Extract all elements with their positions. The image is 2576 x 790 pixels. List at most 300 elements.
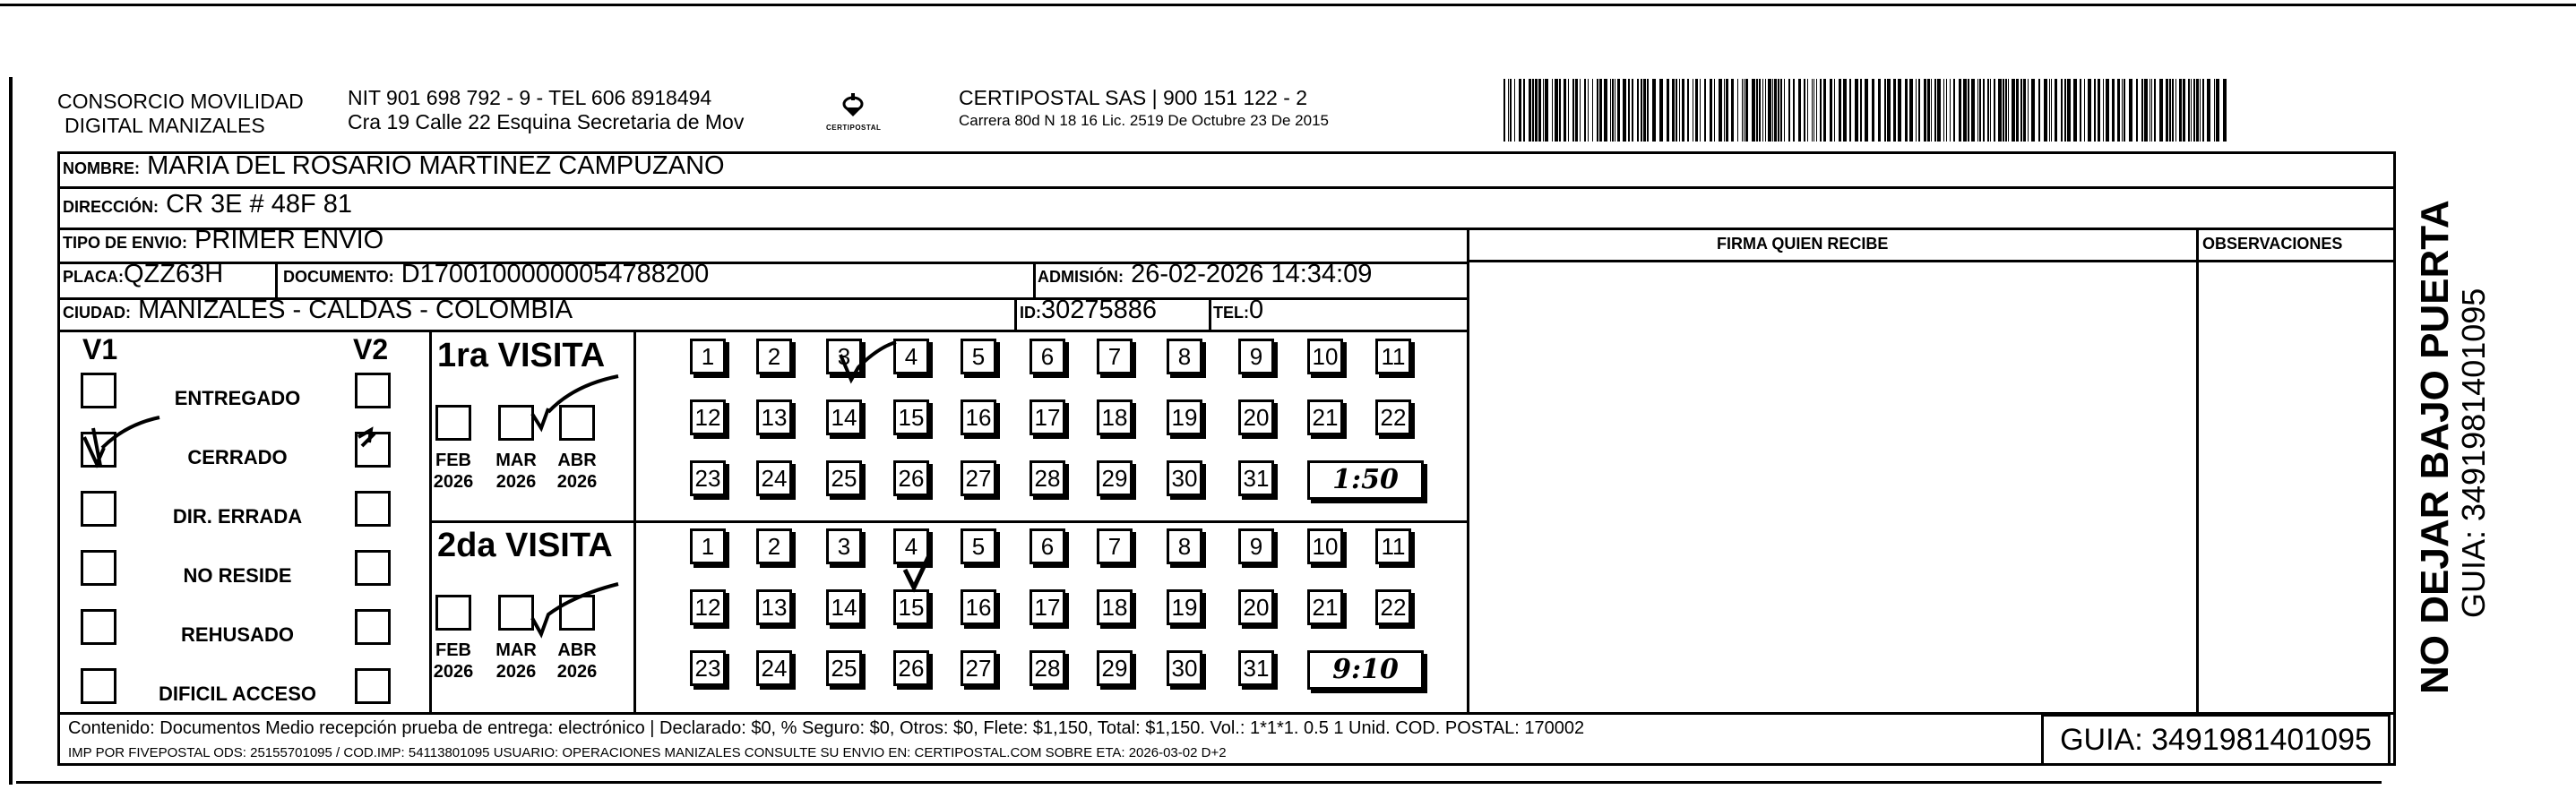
barcode-bar: [1979, 79, 1981, 142]
barcode-bar: [1726, 79, 1728, 142]
day-box[interactable]: 9: [1238, 528, 1274, 564]
day-box[interactable]: 10: [1307, 528, 1343, 564]
barcode-bar: [2144, 79, 2148, 142]
month-label: FEB: [435, 451, 471, 470]
barcode-bar: [1667, 79, 1669, 142]
visit-2-title: 2da VISITA: [437, 527, 613, 564]
barcode-bar: [2103, 79, 2104, 142]
barcode-bar: [1719, 79, 1722, 142]
barcode-bar: [1529, 79, 1531, 142]
v2-status-checkbox[interactable]: [355, 491, 391, 527]
day-box[interactable]: 1: [690, 528, 726, 564]
nit-line-2: Cra 19 Calle 22 Esquina Secretaria de Mov: [348, 110, 745, 133]
visit-1-title: 1ra VISITA: [437, 337, 606, 374]
barcode-bar: [2051, 79, 2052, 142]
guia-box: GUIA: 3491981401095: [2041, 714, 2391, 766]
day-box[interactable]: 11: [1375, 528, 1411, 564]
barcode-bar: [1918, 79, 1920, 142]
barcode-bar: [1744, 79, 1745, 142]
barcode-bar: [1987, 79, 1989, 142]
certipostal-logo-icon: [826, 86, 880, 140]
v2-status-checkbox[interactable]: [355, 432, 391, 468]
barcode-bar: [1898, 79, 1901, 142]
day-box[interactable]: 26: [893, 460, 929, 496]
barcode-bar: [1887, 79, 1891, 142]
month-checkbox[interactable]: [559, 595, 595, 631]
v2-status-checkbox[interactable]: [355, 609, 391, 645]
barcode-bar: [1659, 79, 1663, 142]
year-label: 2026: [433, 472, 474, 492]
barcode-bar: [1652, 79, 1656, 142]
day-box[interactable]: 14: [826, 399, 862, 435]
barcode-bar: [1762, 79, 1763, 142]
cell-divider: [275, 262, 278, 297]
barcode-bar: [1793, 79, 1795, 142]
barcode-bar: [1849, 79, 1851, 142]
barcode-bar: [1804, 79, 1805, 142]
direccion-value: CR 3E # 48F 81: [166, 190, 353, 219]
barcode-bar: [1555, 79, 1558, 142]
barcode-bar: [2049, 79, 2050, 142]
tel-value: 0: [1249, 296, 1264, 324]
barcode-bar: [2191, 79, 2192, 142]
company-name: [57, 90, 304, 138]
barcode-bar: [2012, 79, 2015, 142]
barcode-bar: [2179, 79, 2182, 142]
day-box[interactable]: 5: [961, 339, 996, 374]
id-field: [1020, 296, 1157, 327]
day-box[interactable]: 19: [1167, 589, 1202, 625]
visit-divider: [429, 520, 1467, 523]
nit-line-1: NIT 901 698 792 - 9 - TEL 606 8918494: [348, 86, 712, 109]
barcode-bar: [1884, 79, 1886, 142]
day-box[interactable]: 13: [756, 399, 792, 435]
ciudad-label: CIUDAD:: [63, 304, 131, 322]
barcode-bar: [1830, 79, 1832, 142]
barcode-bar: [1745, 79, 1748, 142]
barcode-bar: [2214, 79, 2215, 142]
tel-label: TEL:: [1213, 304, 1249, 322]
day-box[interactable]: 7: [1097, 528, 1133, 564]
barcode-bar: [1963, 79, 1967, 142]
company-line-2: DIGITAL MANIZALES: [65, 114, 265, 137]
day-box[interactable]: 27: [961, 650, 996, 686]
barcode-bar: [2200, 79, 2201, 142]
v1-status-checkbox[interactable]: [81, 609, 116, 645]
nombre-value: MARIA DEL ROSARIO MARTINEZ CAMPUZANO: [147, 151, 725, 180]
barcode-bar: [1682, 79, 1684, 142]
ciudad-field: [63, 296, 573, 327]
barcode-bar: [1710, 79, 1712, 142]
barcode-bar: [2038, 79, 2040, 142]
year-label: 2026: [556, 662, 598, 682]
barcode-bar: [1893, 79, 1896, 142]
day-box[interactable]: 2: [756, 528, 792, 564]
barcode-bar: [1564, 79, 1566, 142]
visit-time-box[interactable]: 1:50: [1307, 460, 1424, 500]
barcode-bar: [2136, 79, 2138, 142]
day-box[interactable]: 30: [1167, 650, 1202, 686]
day-box[interactable]: 29: [1097, 650, 1133, 686]
v2-status-checkbox[interactable]: [355, 668, 391, 704]
day-box[interactable]: 21: [1307, 399, 1343, 435]
month-label: ABR: [557, 640, 597, 660]
day-box[interactable]: 23: [690, 650, 726, 686]
certipostal-logo: [826, 86, 880, 140]
barcode-bar: [1778, 79, 1779, 142]
barcode-bar: [1772, 79, 1773, 142]
footer-content-line: Contenido: Documentos Medio recepción prueba de entrega: electrónico | Declarado: $0, % Seguro: $0, Otros: $0, Flete: $1,150, Total: $1,150. Vol.: 1*1*1. 0.5 1 Unid. COD. POSTAL: 170002: [68, 718, 1585, 738]
barcode-bar: [2151, 79, 2152, 142]
firma-col-divider: [1467, 228, 1469, 712]
barcode-bar: [2193, 79, 2195, 142]
visit-time-box[interactable]: 9:10: [1307, 650, 1424, 690]
day-box[interactable]: 8: [1167, 339, 1202, 374]
barcode-bar: [1998, 79, 2002, 142]
direccion-label: DIRECCIÓN:: [63, 198, 159, 216]
day-box[interactable]: 15: [893, 399, 929, 435]
barcode-bar: [1714, 79, 1715, 142]
barcode-bar: [1909, 79, 1913, 142]
barcode-bar: [2169, 79, 2171, 142]
barcode-bar: [1742, 79, 1743, 142]
status-label: NO RESIDE: [183, 564, 292, 587]
day-box[interactable]: 24: [756, 650, 792, 686]
admision-value: 26-02-2026 14:34:09: [1131, 260, 1373, 288]
barcode-bar: [2003, 79, 2004, 142]
barcode-bar: [1672, 79, 1675, 142]
barcode-bar: [1937, 79, 1941, 142]
day-box[interactable]: 6: [1030, 339, 1065, 374]
barcode-bar: [2098, 79, 2100, 142]
barcode-bar: [1617, 79, 1620, 142]
status-label: REHUSADO: [181, 623, 294, 646]
barcode-bar: [1756, 79, 1758, 142]
id-label: ID:: [1020, 304, 1041, 322]
day-box[interactable]: 16: [961, 589, 996, 625]
barcode-bar: [2088, 79, 2091, 142]
barcode-bar: [1855, 79, 1858, 142]
firma-header: FIRMA QUIEN RECIBE: [1717, 235, 1889, 253]
v1-status-checkbox[interactable]: [81, 432, 116, 468]
day-box[interactable]: 20: [1238, 399, 1274, 435]
barcode-bar: [2106, 79, 2109, 142]
barcode-bar: [1508, 79, 1509, 142]
day-box[interactable]: 7: [1097, 339, 1133, 374]
barcode-bar: [2084, 79, 2085, 142]
nombre-field: [63, 151, 725, 183]
day-box[interactable]: 8: [1167, 528, 1202, 564]
day-box[interactable]: 10: [1307, 339, 1343, 374]
barcode-bar: [1700, 79, 1701, 142]
barcode-bar: [1523, 79, 1525, 142]
barcode-bar: [1514, 79, 1515, 142]
barcode-bar: [1519, 79, 1521, 142]
month-label: MAR: [495, 451, 537, 470]
logo-text: CERTIPOSTAL: [826, 124, 882, 132]
barcode-bar: [1604, 79, 1607, 142]
day-box[interactable]: 25: [826, 650, 862, 686]
row-divider: [60, 330, 1467, 332]
barcode-bar: [1543, 79, 1544, 142]
barcode-bar: [1812, 79, 1813, 142]
day-box[interactable]: 29: [1097, 460, 1133, 496]
obs-col-divider: [2196, 228, 2199, 712]
month-checkbox[interactable]: [435, 405, 471, 441]
day-box[interactable]: 28: [1030, 650, 1065, 686]
barcode-bar: [2016, 79, 2019, 142]
certi-line-2: Carrera 80d N 18 16 Lic. 2519 De Octubre 23 De 2015: [959, 112, 1329, 129]
day-box[interactable]: 13: [756, 589, 792, 625]
cell-divider: [1209, 297, 1211, 330]
day-box[interactable]: 20: [1238, 589, 1274, 625]
barcode-bar: [1950, 79, 1951, 142]
barcode-bar: [2196, 79, 2199, 142]
barcode: [1503, 79, 2229, 142]
year-label: 2026: [433, 662, 474, 682]
day-box[interactable]: 3: [826, 339, 862, 374]
v2-status-checkbox[interactable]: [355, 550, 391, 586]
barcode-bar: [2117, 79, 2120, 142]
barcode-bar: [1679, 79, 1680, 142]
barcode-bar: [1878, 79, 1881, 142]
barcode-bar: [1865, 79, 1868, 142]
month-label: FEB: [435, 640, 471, 660]
day-box[interactable]: 15: [893, 589, 929, 625]
barcode-bar: [2166, 79, 2168, 142]
day-box[interactable]: 5: [961, 528, 996, 564]
tel-field: [1213, 296, 1263, 327]
barcode-bar: [1612, 79, 1614, 142]
ciudad-value: MANIZALES - CALDAS - COLOMBIA: [138, 296, 573, 324]
barcode-bar: [1532, 79, 1534, 142]
day-box[interactable]: 18: [1097, 399, 1133, 435]
barcode-bar: [1788, 79, 1790, 142]
day-box[interactable]: 31: [1238, 460, 1274, 496]
day-box[interactable]: 19: [1167, 399, 1202, 435]
barcode-bar: [1953, 79, 1955, 142]
barcode-bar: [1597, 79, 1598, 142]
status-label: DIFICIL ACCESO: [158, 683, 316, 705]
nit-block: [348, 86, 744, 134]
month-label: ABR: [557, 451, 597, 470]
barcode-bar: [2044, 79, 2047, 142]
barcode-bar: [1798, 79, 1801, 142]
barcode-bar: [2207, 79, 2210, 142]
barcode-bar: [1780, 79, 1782, 142]
certi-line-1: CERTIPOSTAL SAS | 900 151 122 - 2: [959, 86, 1308, 109]
tipo-envio-label: TIPO DE ENVIO:: [63, 234, 188, 252]
barcode-bar: [2067, 79, 2071, 142]
month-label: MAR: [495, 640, 537, 660]
month-checkbox[interactable]: [498, 405, 534, 441]
barcode-bar: [1552, 79, 1553, 142]
barcode-bar: [1731, 79, 1734, 142]
documento-field: [283, 260, 709, 291]
observaciones-header: OBSERVACIONES: [2202, 235, 2343, 253]
barcode-bar: [1820, 79, 1822, 142]
day-box[interactable]: 2: [756, 339, 792, 374]
barcode-bar: [1905, 79, 1908, 142]
year-label: 2026: [556, 472, 598, 492]
day-box[interactable]: 28: [1030, 460, 1065, 496]
barcode-bar: [2055, 79, 2057, 142]
year-label: 2026: [495, 662, 537, 682]
day-box[interactable]: 11: [1375, 339, 1411, 374]
barcode-bar: [1510, 79, 1512, 142]
tipo-envio-field: [63, 226, 383, 257]
barcode-bar: [1834, 79, 1835, 142]
day-box[interactable]: 23: [690, 460, 726, 496]
v1-status-checkbox[interactable]: [81, 668, 116, 704]
barcode-bar: [1737, 79, 1738, 142]
barcode-bar: [2061, 79, 2063, 142]
barcode-bar: [1584, 79, 1586, 142]
barcode-bar: [1971, 79, 1975, 142]
barcode-bar: [2159, 79, 2163, 142]
barcode-bar: [1759, 79, 1761, 142]
barcode-bar: [1839, 79, 1841, 142]
side-guia: GUIA: 3491981401095: [2455, 288, 2492, 618]
barcode-bar: [1704, 79, 1706, 142]
barcode-bar: [1641, 79, 1642, 142]
day-box[interactable]: 26: [893, 650, 929, 686]
direccion-field: [63, 190, 352, 221]
barcode-bar: [1943, 79, 1944, 142]
day-box[interactable]: 14: [826, 589, 862, 625]
barcode-bar: [2094, 79, 2096, 142]
day-box[interactable]: 31: [1238, 650, 1274, 686]
day-box[interactable]: 24: [756, 460, 792, 496]
barcode-bar: [2183, 79, 2185, 142]
barcode-bar: [2028, 79, 2029, 142]
day-box[interactable]: 22: [1375, 589, 1411, 625]
barcode-bar: [1931, 79, 1932, 142]
day-box[interactable]: 12: [690, 399, 726, 435]
v1-header: V1: [82, 333, 118, 365]
day-box[interactable]: 4: [893, 339, 929, 374]
barcode-bar: [2073, 79, 2077, 142]
day-box[interactable]: 22: [1375, 399, 1411, 435]
barcode-bar: [1599, 79, 1602, 142]
month-checkbox[interactable]: [435, 595, 471, 631]
barcode-bar: [1575, 79, 1578, 142]
v2-header: V2: [353, 333, 389, 365]
barcode-bar: [1765, 79, 1766, 142]
barcode-bar: [2202, 79, 2204, 142]
day-box[interactable]: 12: [690, 589, 726, 625]
year-label: 2026: [495, 472, 537, 492]
frame-top-line: [0, 4, 2576, 6]
barcode-bar: [1990, 79, 1991, 142]
barcode-bar: [2141, 79, 2143, 142]
documento-value: D17001000000054788200: [401, 260, 710, 288]
barcode-bar: [1580, 79, 1581, 142]
id-value: 30275886: [1041, 296, 1158, 324]
side-notice: NO DEJAR BAJO PUERTA: [2413, 200, 2457, 694]
admision-field: [1038, 260, 1372, 291]
barcode-bar: [2080, 79, 2081, 142]
barcode-bar: [1647, 79, 1649, 142]
barcode-bar: [1592, 79, 1593, 142]
day-box[interactable]: 30: [1167, 460, 1202, 496]
barcode-bar: [2064, 79, 2066, 142]
barcode-bar: [1572, 79, 1574, 142]
month-checkbox[interactable]: [559, 405, 595, 441]
barcode-bar: [1637, 79, 1639, 142]
barcode-bar: [1643, 79, 1646, 142]
day-box[interactable]: 27: [961, 460, 996, 496]
day-box[interactable]: 6: [1030, 528, 1065, 564]
v1-status-checkbox[interactable]: [81, 491, 116, 527]
footer-imp-line: IMP POR FIVEPOSTAL ODS: 25155701095 / COD.IMP: 54113801095 USUARIO: OPERACIONES MANIZALES CONSULTE SU ENVIO EN: CERTIPOSTAL.COM SOBRE ETA: 2026-03-02 D+2: [68, 745, 1227, 760]
tipo-envio-value: PRIMER ENVIO: [194, 226, 384, 254]
company-line-1: CONSORCIO MOVILIDAD: [57, 90, 304, 113]
documento-label: DOCUMENTO:: [283, 268, 394, 286]
barcode-bar: [1628, 79, 1630, 142]
v1-status-checkbox[interactable]: [81, 373, 116, 408]
day-box[interactable]: 18: [1097, 589, 1133, 625]
barcode-bar: [2216, 79, 2219, 142]
day-box[interactable]: 1: [690, 339, 726, 374]
barcode-bar: [1994, 79, 1995, 142]
barcode-bar: [1503, 79, 1505, 142]
placa-value: QZZ63H: [124, 260, 224, 288]
day-box[interactable]: 17: [1030, 399, 1065, 435]
barcode-bar: [1872, 79, 1874, 142]
barcode-bar: [2124, 79, 2125, 142]
barcode-bar: [2008, 79, 2009, 142]
barcode-bar: [2223, 79, 2227, 142]
barcode-bar: [1588, 79, 1589, 142]
frame-left-line: [9, 77, 13, 785]
status-label: ENTREGADO: [174, 387, 301, 409]
barcode-bar: [1977, 79, 1978, 142]
barcode-bar: [1927, 79, 1930, 142]
barcode-bar: [2154, 79, 2156, 142]
barcode-bar: [2031, 79, 2035, 142]
day-box[interactable]: 9: [1238, 339, 1274, 374]
day-box[interactable]: 17: [1030, 589, 1065, 625]
admision-label: ADMISIÓN:: [1038, 268, 1124, 286]
barcode-bar: [1687, 79, 1689, 142]
v2-status-checkbox[interactable]: [355, 373, 391, 408]
day-box[interactable]: 3: [826, 528, 862, 564]
barcode-bar: [2175, 79, 2176, 142]
barcode-bar: [1676, 79, 1677, 142]
barcode-bar: [1768, 79, 1771, 142]
status-label: CERRADO: [187, 446, 288, 468]
barcode-bar: [1784, 79, 1785, 142]
barcode-bar: [1816, 79, 1817, 142]
barcode-bar: [2023, 79, 2026, 142]
barcode-bar: [1823, 79, 1826, 142]
cell-divider: [1033, 262, 1036, 297]
month-checkbox[interactable]: [498, 595, 534, 631]
barcode-bar: [1752, 79, 1755, 142]
barcode-bar: [1946, 79, 1947, 142]
day-box[interactable]: 16: [961, 399, 996, 435]
barcode-bar: [1860, 79, 1862, 142]
day-box[interactable]: 21: [1307, 589, 1343, 625]
day-box[interactable]: 4: [893, 528, 929, 564]
barcode-bar: [2005, 79, 2007, 142]
day-box[interactable]: 25: [826, 460, 862, 496]
v1-status-checkbox[interactable]: [81, 550, 116, 586]
barcode-bar: [1610, 79, 1611, 142]
barcode-bar: [1535, 79, 1538, 142]
barcode-bar: [1568, 79, 1569, 142]
